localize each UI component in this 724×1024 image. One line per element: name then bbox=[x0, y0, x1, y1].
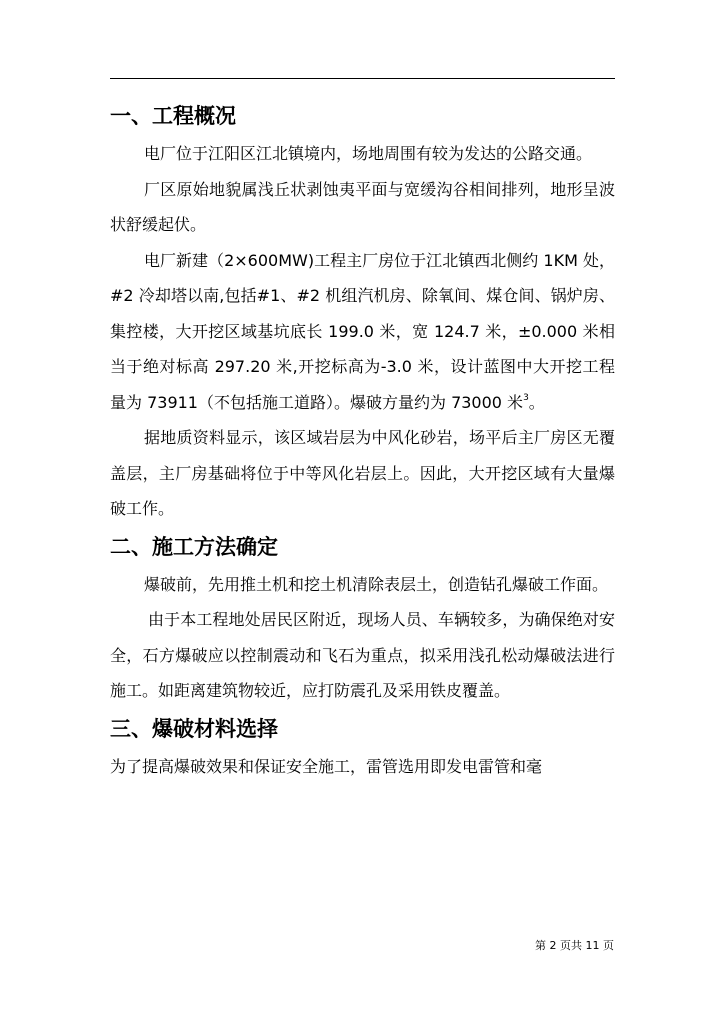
section-heading-overview: 一、工程概况 bbox=[110, 104, 236, 128]
section-heading-method: 二、施工方法确定 bbox=[110, 534, 278, 559]
paragraph-geology: 据地质资料显示，该区域岩层为中风化砂岩，场平后主厂房区无覆盖层，主厂房基础将位于中等风化岩层上。因此，大开挖区域有大量爆破工作。 bbox=[110, 428, 615, 518]
paragraph-scope bbox=[110, 243, 615, 421]
paragraph-scope-end: 。 bbox=[528, 392, 545, 412]
page-number: 第 2 页共 11 页 bbox=[535, 939, 614, 952]
paragraph-scope-text: 电厂新建（2×600MW)工程主厂房位于江北镇西北侧约 1KM 处，#2 冷却塔以南,包括#1、#2 机组汽机房、除氧间、煤仓间、锅炉房、集控楼，大开挖区域基坑底长 199.0 米，宽 124.7 米，±0.000 米相当于绝对标高 297.20 米,开挖标高为-3.0 米，设计蓝图中大开挖工程量为 73911（不包括施工道路）。爆破方量约为 73000 米 bbox=[110, 250, 615, 412]
paragraph-safety: 由于本工程地处居民区附近，现场人员、车辆较多，为确保绝对安全，石方爆破应以控制震动和飞石为重点，拟采用浅孔松动爆破法进行施工。如距离建筑物较近，应打防震孔及采用铁皮覆盖。 bbox=[110, 610, 615, 700]
header-rule bbox=[110, 78, 615, 79]
paragraph-landform: 厂区原始地貌属浅丘状剥蚀夷平面与宽缓沟谷相间排列，地形呈波状舒缓起伏。 bbox=[110, 179, 615, 234]
paragraph-detonators: 为了提高爆破效果和保证安全施工，雷管选用即发电雷管和毫 bbox=[110, 756, 543, 776]
paragraph-preparation: 爆破前，先用推土机和挖土机清除表层土，创造钻孔爆破工作面。 bbox=[144, 574, 609, 594]
document-body bbox=[110, 96, 615, 784]
section-heading-materials: 三、爆破材料选择 bbox=[110, 716, 278, 741]
paragraph-location: 电厂位于江阳区江北镇境内，场地周围有较为发达的公路交通。 bbox=[144, 144, 593, 163]
cubic-superscript: 3 bbox=[523, 392, 529, 403]
